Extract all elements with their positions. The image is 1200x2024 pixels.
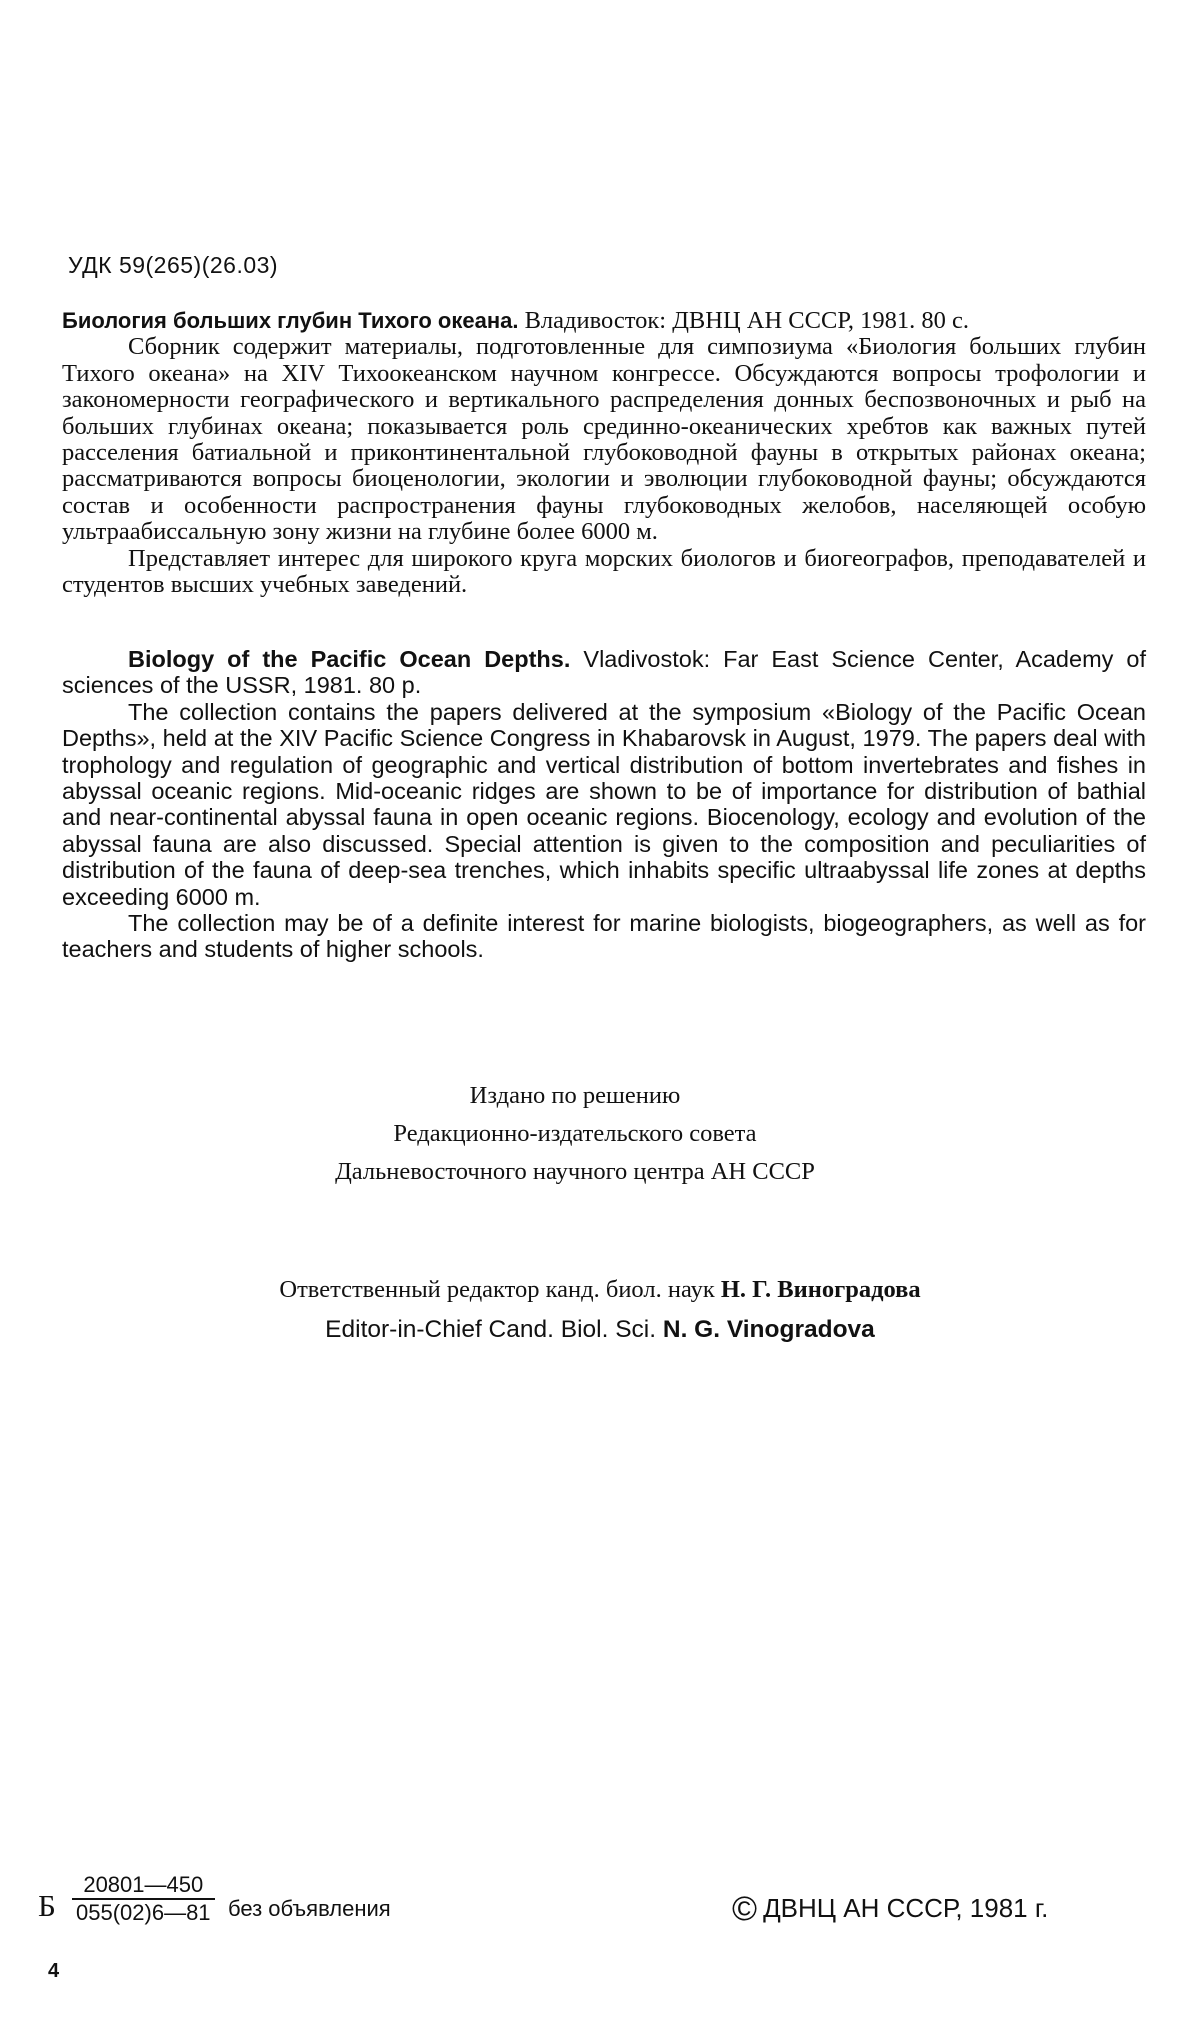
imprint-line-1: Издано по решению <box>469 1082 681 1109</box>
russian-citation-text: Владивосток: ДВНЦ АН СССР, 1981. 80 с. <box>518 307 970 334</box>
russian-title: Биология больших глубин Тихого океана. <box>62 308 519 333</box>
catalog-numerator: 20801—450 <box>72 1872 215 1900</box>
editor-russian <box>0 1276 1200 1304</box>
catalog-denominator: 055(02)6—81 <box>76 1900 211 1925</box>
copyright-text: ДВНЦ АН СССР, 1981 г. <box>763 1893 1049 1923</box>
no-advertisement-note: без объявления <box>228 1896 391 1921</box>
copyright-icon: © <box>732 1890 758 1928</box>
editor-english <box>0 1316 1200 1344</box>
page-number: 4 <box>48 1960 60 1982</box>
english-abstract <box>62 646 1146 963</box>
imprint-line-3: Дальневосточного научного центра АН СССР <box>335 1158 815 1185</box>
imprint-line-2: Редакционно-издательского совета <box>393 1120 757 1147</box>
editor-russian-name: Н. Г. Виноградова <box>720 1276 921 1303</box>
udk-code: УДК 59(265)(26.03) <box>68 252 279 278</box>
index-letter: Б <box>38 1888 56 1923</box>
russian-abstract <box>62 308 1146 598</box>
english-title: Biology of the Pacific Ocean Depths. <box>128 646 571 672</box>
editor-english-name: N. G. Vinogradova <box>662 1316 875 1343</box>
editor-english-prefix: Editor-in-Chief Cand. Biol. Sci. <box>325 1316 663 1343</box>
english-paragraph-2: The collection may be of a definite interest for marine biologists, biogeographers, as well as for teachers and students of higher schools. <box>62 910 1146 963</box>
english-citation-text: Vladivostok: Far East Science Center, Academy of sciences of the USSR, 1981. 80 p. <box>62 646 1147 699</box>
copyright <box>732 1890 1048 1929</box>
editor-russian-prefix: Ответственный редактор канд. биол. наук <box>279 1276 721 1303</box>
english-citation <box>62 646 1146 699</box>
russian-paragraph-2: Представляет интерес для широкого круга морских биологов и биогеографов, преподавателей и студентов высших учебных заведений. <box>62 544 1146 599</box>
catalog-fraction <box>72 1872 215 1926</box>
russian-citation <box>62 308 1146 334</box>
english-paragraph-1: The collection contains the papers delivered at the symposium «Biology of the Pacific Ocean Depths», held at the XIV Pacific Science Congress in Khabarovsk in August, 1979. The papers deal with trophology and regulation of geographic and vertical distribution of bottom invertebrates and fishes in abyssal oceanic regions. Mid-oceanic ridges are shown to be of importance for distribution of bathial and near-continental abyssal fauna in open oceanic regions. Biocenology, ecology and evolution of the abyssal fauna are also discussed. Special attention is given to the composition and peculiarities of distribution of the fauna of deep-sea trenches, which inhabits specific ultraabyssal life zones at depths exceeding 6000 m. <box>62 698 1146 910</box>
russian-paragraph-1: Сборник содержит материалы, подготовленные для симпозиума «Биология больших глубин Тихого океана» на XIV Тихоокеанском научном конгрессе. Обсуждаются вопросы трофологии и закономерности географического и вертикального распределения донных беспозвоночных и рыб на больших глубинах океана; показывается роль срединно-океанических хребтов как важных путей расселения батиальной и приконтинентальной глубоководной фауны в открытых районах океана; рассматриваются вопросы биоценологии, экологии и эволюции глубоководной фауны; обсуждаются состав и особенности распространения фауны глубоководных желобов, населяющей особую ультраабиссальную зону жизни на глубине более 6000 м. <box>62 333 1146 546</box>
